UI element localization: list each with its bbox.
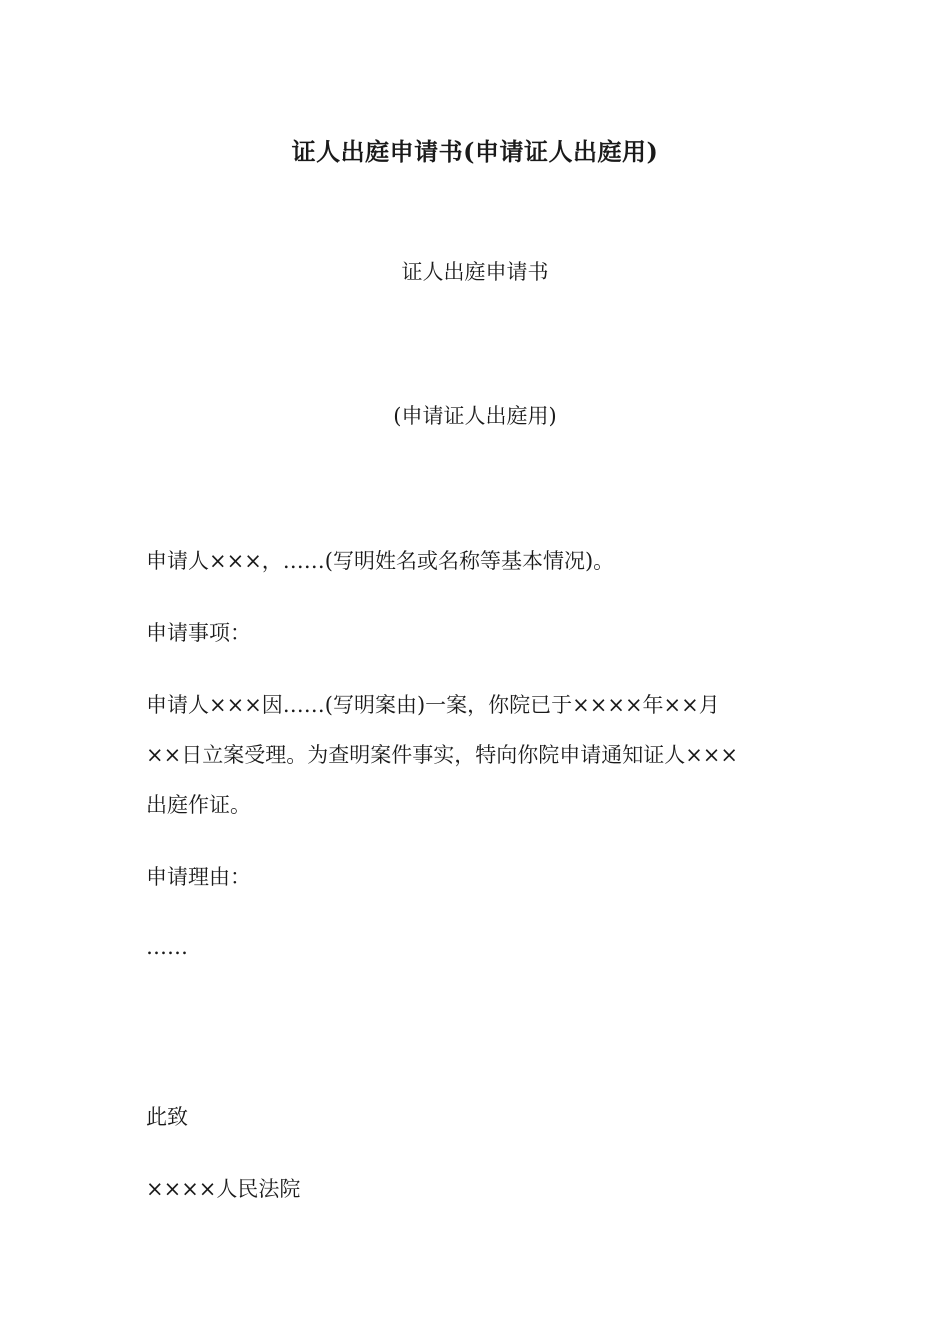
matters-body-line: 出庭作证。 [146,793,251,817]
reason-body: …… [146,935,188,959]
matters-body-line: 申请人×××因……(写明案由)一案，你院已于××××年××月 [146,693,720,717]
applicant-line: 申请人×××，……(写明姓名或名称等基本情况)。 [146,549,615,573]
usage-note: (申请证人出庭用) [393,404,557,428]
matters-body [146,680,796,830]
reason-label: 申请理由： [146,865,251,889]
document-title: 证人出庭申请书(申请证人出庭用) [291,137,659,166]
salutation: 此致 [146,1105,188,1129]
court-name: ××××人民法院 [146,1177,301,1201]
document-subtitle: 证人出庭申请书 [401,260,549,284]
matters-label: 申请事项： [146,621,251,645]
matters-body-line: ××日立案受理。为查明案件事实，特向你院申请通知证人××× [146,743,738,767]
